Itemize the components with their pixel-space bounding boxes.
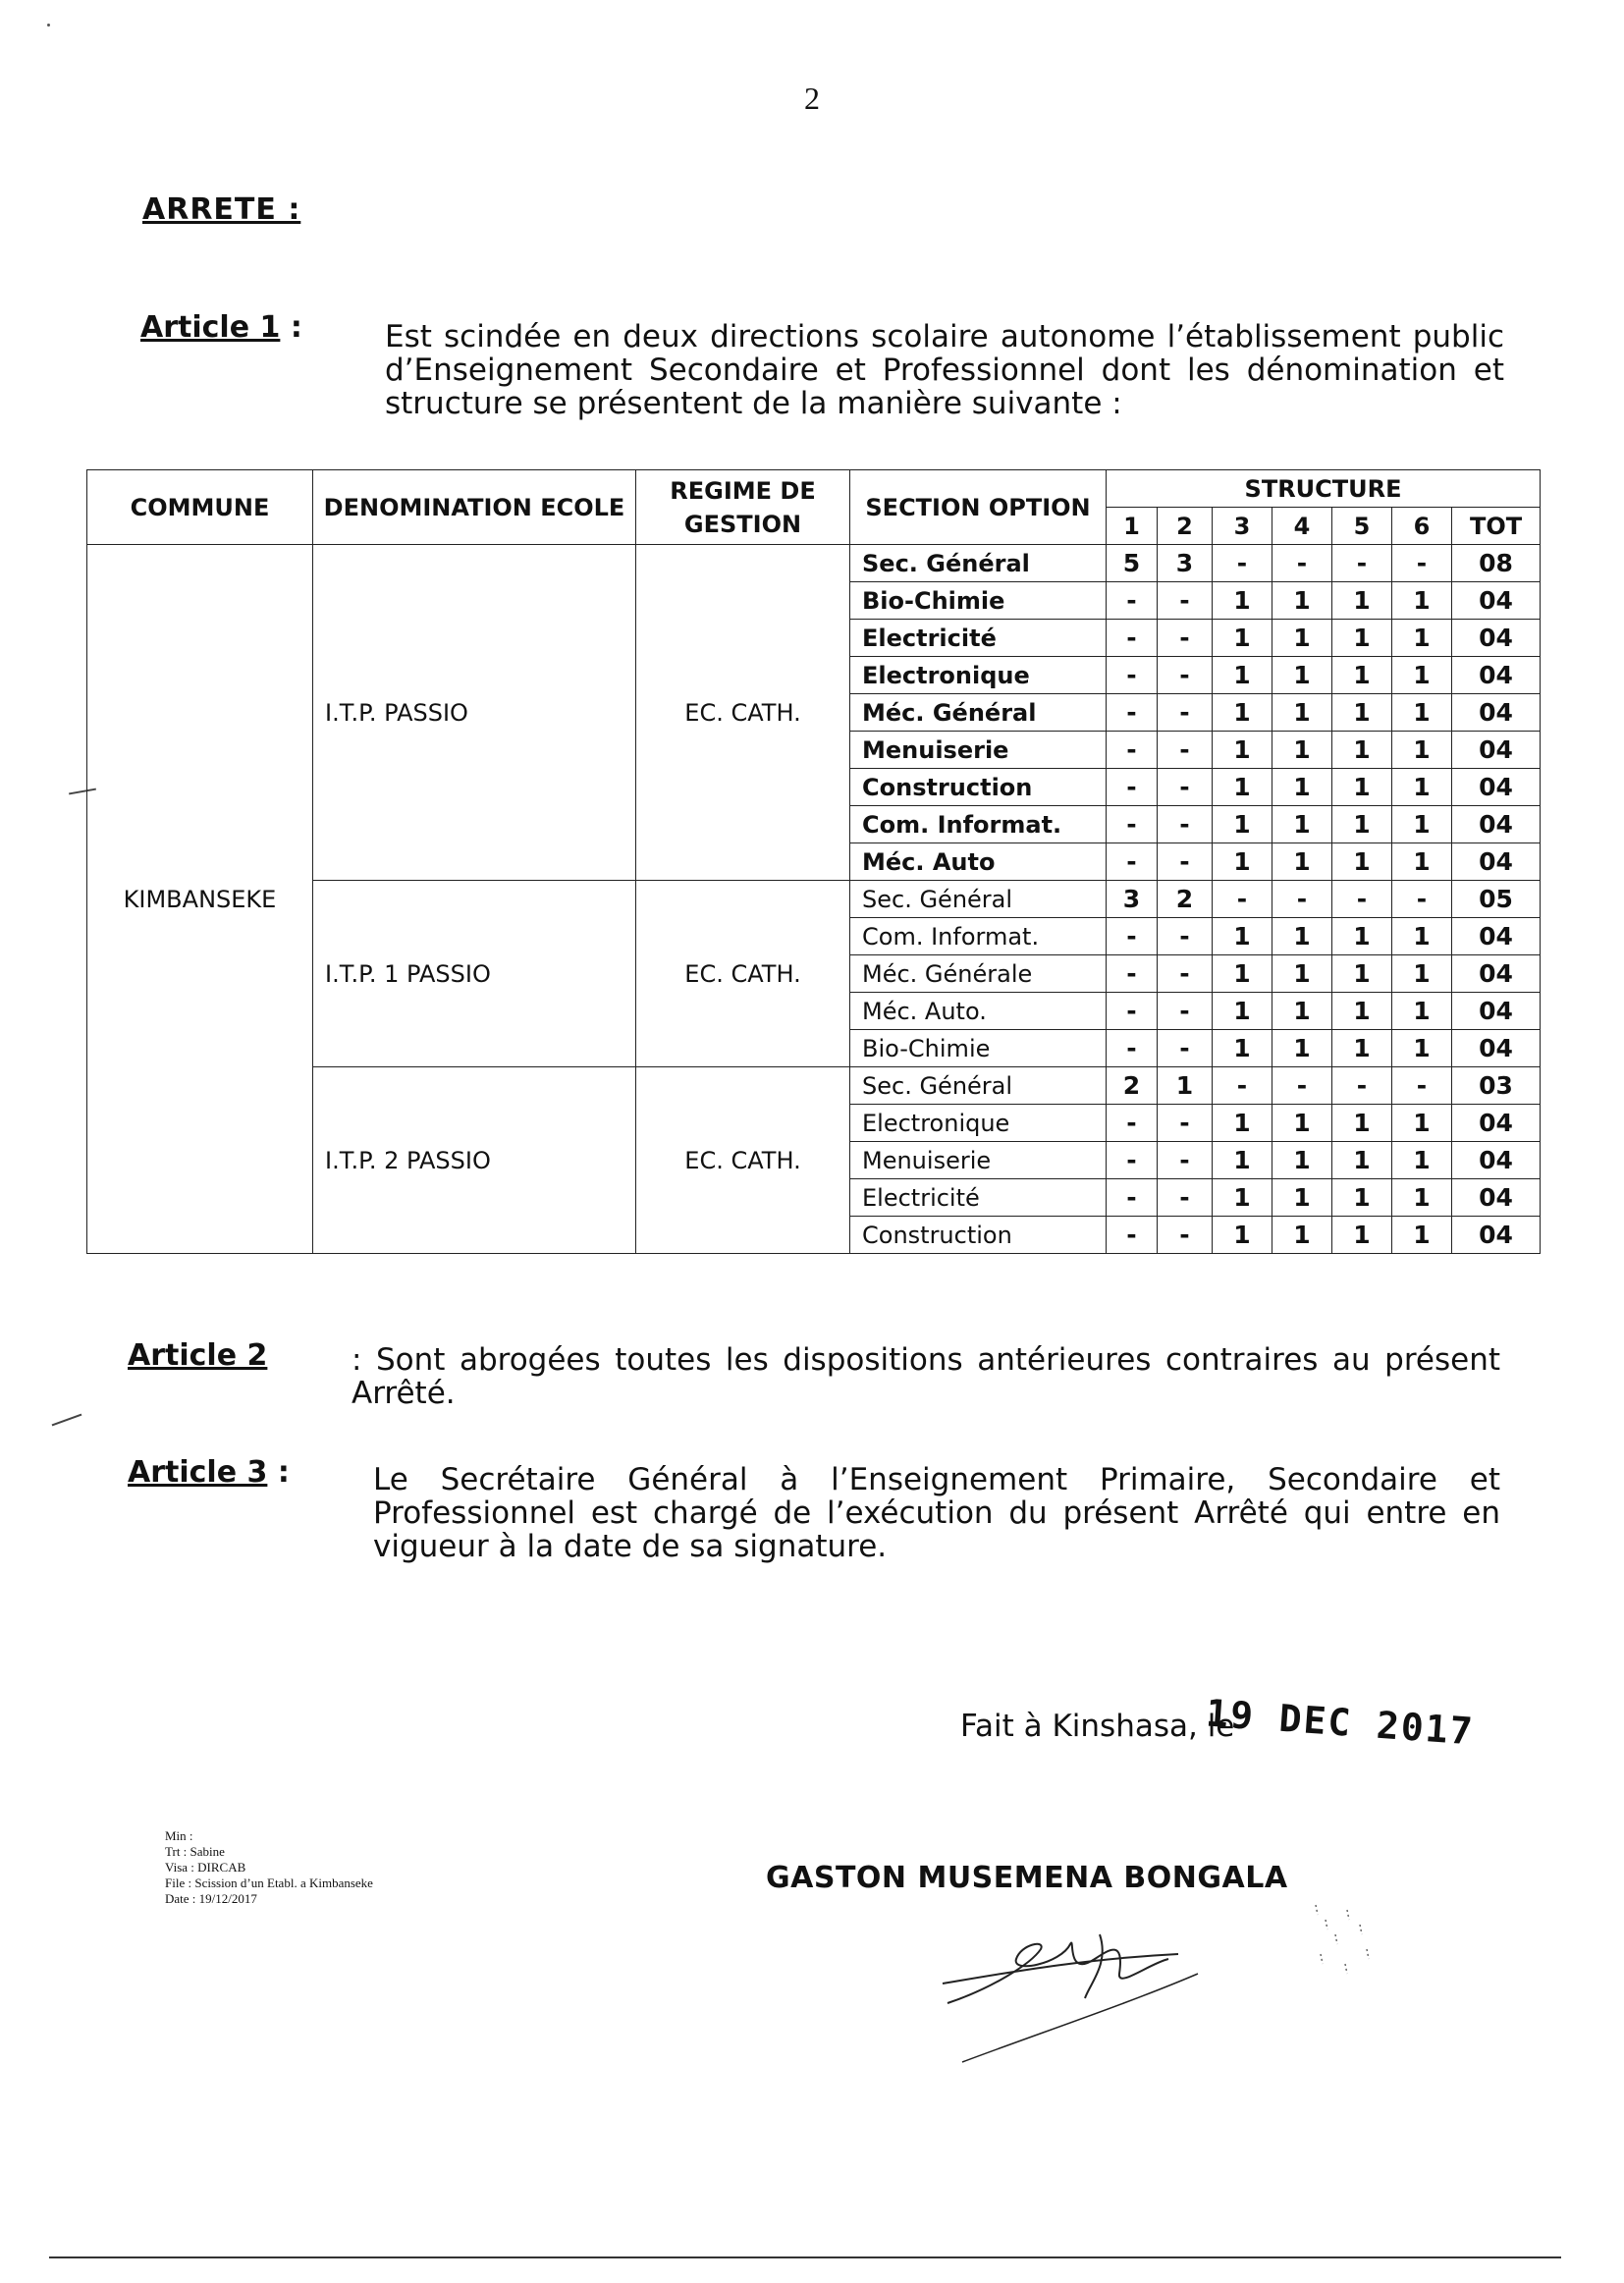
structure-cell: 1 xyxy=(1272,1030,1332,1067)
option-cell: Construction xyxy=(850,769,1107,806)
structure-cell: - xyxy=(1158,806,1213,843)
article-2-label xyxy=(128,1338,267,1373)
structure-cell: 1 xyxy=(1213,843,1272,881)
header-structure: STRUCTURE xyxy=(1107,470,1541,508)
structure-cell: 2 xyxy=(1158,881,1213,918)
structure-cell: 1 xyxy=(1332,657,1392,694)
header-col-5: 5 xyxy=(1332,508,1392,545)
article-3-text: Le Secrétaire Général à l’Enseignement Primaire, Secondaire et Professionnel est chargé de l’exécution du présent Arrêté qui entre en vigueur à la date de sa signature. xyxy=(373,1462,1500,1564)
header-col-3: 3 xyxy=(1213,508,1272,545)
structure-cell: 1 xyxy=(1272,1217,1332,1254)
structure-cell: 1 xyxy=(1332,694,1392,732)
total-cell: 04 xyxy=(1452,582,1541,620)
structure-cell: 1 xyxy=(1272,657,1332,694)
option-cell: Electricité xyxy=(850,1179,1107,1217)
structure-cell: 1 xyxy=(1332,993,1392,1030)
school-name-cell: I.T.P. 2 PASSIO xyxy=(313,1067,636,1254)
structure-cell: 1 xyxy=(1213,806,1272,843)
structure-cell: - xyxy=(1272,1067,1332,1105)
table-row xyxy=(87,545,1541,582)
article-2-label-text: Article 2 xyxy=(128,1338,268,1373)
structure-cell: - xyxy=(1158,582,1213,620)
option-cell: Bio-Chimie xyxy=(850,582,1107,620)
structure-cell: - xyxy=(1332,1067,1392,1105)
structure-cell: 1 xyxy=(1272,582,1332,620)
header-col-4: 4 xyxy=(1272,508,1332,545)
structure-cell: 1 xyxy=(1213,769,1272,806)
total-cell: 04 xyxy=(1452,918,1541,955)
option-cell: Com. Informat. xyxy=(850,918,1107,955)
structure-cell: 1 xyxy=(1332,843,1392,881)
structure-cell: 1 xyxy=(1332,806,1392,843)
structure-cell: - xyxy=(1158,955,1213,993)
structure-cell: 1 xyxy=(1392,993,1452,1030)
total-cell: 04 xyxy=(1452,955,1541,993)
school-name-cell: I.T.P. PASSIO xyxy=(313,545,636,881)
structure-cell: - xyxy=(1107,732,1158,769)
structure-cell: - xyxy=(1272,545,1332,582)
structure-cell: 1 xyxy=(1272,769,1332,806)
memo-min: Min : xyxy=(165,1828,193,1843)
option-cell: Sec. Général xyxy=(850,1067,1107,1105)
structure-cell: 1 xyxy=(1332,1142,1392,1179)
total-cell: 05 xyxy=(1452,881,1541,918)
signature-icon xyxy=(923,1905,1257,2101)
structure-cell: 1 xyxy=(1213,1217,1272,1254)
memo-visa: Visa : DIRCAB xyxy=(165,1860,246,1875)
structure-cell: - xyxy=(1158,1105,1213,1142)
date-stamp: 19 DEC 2017 xyxy=(1204,1691,1476,1754)
structure-cell: - xyxy=(1158,993,1213,1030)
option-cell: Menuiserie xyxy=(850,732,1107,769)
structure-cell: 1 xyxy=(1272,620,1332,657)
article-3-label-text: Article 3 xyxy=(128,1455,268,1490)
structure-cell: 1 xyxy=(1332,1179,1392,1217)
structure-cell: - xyxy=(1392,1067,1452,1105)
structure-cell: 1 xyxy=(1272,694,1332,732)
structure-cell: - xyxy=(1158,918,1213,955)
structure-cell: 3 xyxy=(1158,545,1213,582)
structure-cell: 1 xyxy=(1392,955,1452,993)
structure-cell: 1 xyxy=(1392,620,1452,657)
structure-cell: - xyxy=(1213,881,1272,918)
structure-cell: - xyxy=(1107,694,1158,732)
signer-name: GASTON MUSEMENA BONGALA xyxy=(766,1861,1288,1895)
structure-cell: - xyxy=(1272,881,1332,918)
total-cell: 04 xyxy=(1452,1217,1541,1254)
structure-cell: - xyxy=(1158,620,1213,657)
structure-cell: - xyxy=(1158,657,1213,694)
structure-cell: 1 xyxy=(1213,918,1272,955)
structure-cell: 1 xyxy=(1392,769,1452,806)
structure-cell: - xyxy=(1392,881,1452,918)
total-cell: 04 xyxy=(1452,1179,1541,1217)
total-cell: 04 xyxy=(1452,1030,1541,1067)
structure-cell: 1 xyxy=(1392,1030,1452,1067)
structure-cell: - xyxy=(1213,1067,1272,1105)
structure-cell: 1 xyxy=(1392,732,1452,769)
article-2-text: : Sont abrogées toutes les dispositions antérieures contraires au présent Arrêté. xyxy=(352,1342,1500,1411)
structure-cell: - xyxy=(1158,769,1213,806)
structure-cell: 1 xyxy=(1213,694,1272,732)
structure-cell: 1 xyxy=(1213,582,1272,620)
structure-cell: 1 xyxy=(1213,1179,1272,1217)
structure-cell: 1 xyxy=(1392,1179,1452,1217)
header-col-tot: TOT xyxy=(1452,508,1541,545)
header-regime: REGIME DE GESTION xyxy=(636,470,850,545)
structure-cell: - xyxy=(1158,1217,1213,1254)
structure-cell: - xyxy=(1158,1142,1213,1179)
structure-cell: 1 xyxy=(1213,1105,1272,1142)
structure-cell: 1 xyxy=(1213,620,1272,657)
structure-cell: - xyxy=(1107,1217,1158,1254)
place-date-line: Fait à Kinshasa, le xyxy=(960,1709,1235,1744)
structure-cell: - xyxy=(1107,620,1158,657)
total-cell: 03 xyxy=(1452,1067,1541,1105)
structure-cell: 1 xyxy=(1158,1067,1213,1105)
total-cell: 04 xyxy=(1452,843,1541,881)
structure-cell: - xyxy=(1158,843,1213,881)
option-cell: Bio-Chimie xyxy=(850,1030,1107,1067)
structure-cell: 1 xyxy=(1392,918,1452,955)
total-cell: 08 xyxy=(1452,545,1541,582)
structure-cell: - xyxy=(1213,545,1272,582)
page-number: 2 xyxy=(804,81,820,116)
structure-cell: - xyxy=(1107,1030,1158,1067)
structure-cell: 1 xyxy=(1213,1142,1272,1179)
header-commune: COMMUNE xyxy=(87,470,313,545)
structure-cell: - xyxy=(1107,582,1158,620)
memo-block xyxy=(165,1828,373,1907)
structure-cell: 3 xyxy=(1107,881,1158,918)
total-cell: 04 xyxy=(1452,1105,1541,1142)
structure-cell: 1 xyxy=(1213,657,1272,694)
structure-cell: - xyxy=(1107,1142,1158,1179)
article-1-text: Est scindée en deux directions scolaire autonome l’établissement public d’Enseignement Secondaire et Professionnel dont les dénomination et structure se présentent de la manière suivante : xyxy=(385,319,1504,421)
memo-trt: Trt : Sabine xyxy=(165,1844,225,1859)
structure-cell: 1 xyxy=(1392,806,1452,843)
header-col-6: 6 xyxy=(1392,508,1452,545)
structure-cell: 1 xyxy=(1332,1217,1392,1254)
structure-cell: - xyxy=(1107,769,1158,806)
margin-mark xyxy=(52,1414,82,1427)
article-3-label-colon: : xyxy=(267,1455,290,1490)
structure-cell: 1 xyxy=(1332,620,1392,657)
total-cell: 04 xyxy=(1452,620,1541,657)
structure-cell: - xyxy=(1332,545,1392,582)
option-cell: Sec. Général xyxy=(850,545,1107,582)
total-cell: 04 xyxy=(1452,657,1541,694)
school-name-cell: I.T.P. 1 PASSIO xyxy=(313,881,636,1067)
total-cell: 04 xyxy=(1452,732,1541,769)
structure-cell: 1 xyxy=(1272,1142,1332,1179)
regime-cell: EC. CATH. xyxy=(636,881,850,1067)
structure-cell: 1 xyxy=(1272,843,1332,881)
header-col-2: 2 xyxy=(1158,508,1213,545)
structure-cell: 1 xyxy=(1213,1030,1272,1067)
structure-cell: 1 xyxy=(1332,1105,1392,1142)
total-cell: 04 xyxy=(1452,694,1541,732)
stamp-marks-icon xyxy=(1306,1895,1384,1993)
total-cell: 04 xyxy=(1452,993,1541,1030)
structure-cell: 1 xyxy=(1213,955,1272,993)
structure-cell: 1 xyxy=(1392,1142,1452,1179)
regime-cell: EC. CATH. xyxy=(636,545,850,881)
structure-cell: - xyxy=(1107,955,1158,993)
structure-cell: 1 xyxy=(1332,732,1392,769)
structure-cell: 1 xyxy=(1332,582,1392,620)
header-col-1: 1 xyxy=(1107,508,1158,545)
option-cell: Méc. Auto xyxy=(850,843,1107,881)
structure-cell: 1 xyxy=(1392,1217,1452,1254)
structure-cell: 1 xyxy=(1332,769,1392,806)
structure-cell: 2 xyxy=(1107,1067,1158,1105)
scan-speck xyxy=(47,24,50,27)
structure-cell: 1 xyxy=(1272,1179,1332,1217)
option-cell: Electronique xyxy=(850,1105,1107,1142)
option-cell: Electronique xyxy=(850,657,1107,694)
structure-cell: - xyxy=(1107,657,1158,694)
structure-cell: 5 xyxy=(1107,545,1158,582)
bottom-rule xyxy=(49,2256,1561,2258)
structure-cell: - xyxy=(1392,545,1452,582)
option-cell: Sec. Général xyxy=(850,881,1107,918)
structure-cell: 1 xyxy=(1272,918,1332,955)
total-cell: 04 xyxy=(1452,1142,1541,1179)
structure-table xyxy=(86,469,1541,1254)
structure-cell: 1 xyxy=(1213,993,1272,1030)
article-1-label-text: Article 1 xyxy=(140,310,281,345)
header-section: SECTION OPTION xyxy=(850,470,1107,545)
article-3-label xyxy=(128,1455,290,1490)
structure-cell: 1 xyxy=(1272,1105,1332,1142)
total-cell: 04 xyxy=(1452,806,1541,843)
structure-cell: - xyxy=(1107,1105,1158,1142)
option-cell: Méc. Auto. xyxy=(850,993,1107,1030)
structure-cell: - xyxy=(1107,918,1158,955)
article-1-label-colon: : xyxy=(280,310,302,345)
structure-cell: - xyxy=(1107,806,1158,843)
structure-cell: 1 xyxy=(1272,955,1332,993)
arrete-heading: ARRETE : xyxy=(142,192,301,227)
structure-cell: 1 xyxy=(1332,955,1392,993)
option-cell: Com. Informat. xyxy=(850,806,1107,843)
structure-cell: 1 xyxy=(1272,993,1332,1030)
structure-cell: 1 xyxy=(1272,732,1332,769)
option-cell: Electricité xyxy=(850,620,1107,657)
structure-cell: - xyxy=(1107,993,1158,1030)
structure-cell: - xyxy=(1158,694,1213,732)
structure-cell: 1 xyxy=(1392,694,1452,732)
article-1-label xyxy=(140,310,302,345)
regime-cell: EC. CATH. xyxy=(636,1067,850,1254)
structure-cell: - xyxy=(1158,732,1213,769)
table-header-row xyxy=(87,470,1541,508)
structure-cell: 1 xyxy=(1392,1105,1452,1142)
structure-cell: - xyxy=(1107,843,1158,881)
structure-cell: 1 xyxy=(1272,806,1332,843)
option-cell: Construction xyxy=(850,1217,1107,1254)
structure-cell: 1 xyxy=(1392,582,1452,620)
table-body xyxy=(87,545,1541,1254)
option-cell: Méc. Générale xyxy=(850,955,1107,993)
structure-cell: - xyxy=(1158,1030,1213,1067)
structure-cell: 1 xyxy=(1332,918,1392,955)
structure-cell: 1 xyxy=(1213,732,1272,769)
header-denomination: DENOMINATION ECOLE xyxy=(313,470,636,545)
structure-cell: - xyxy=(1107,1179,1158,1217)
structure-cell: 1 xyxy=(1392,843,1452,881)
option-cell: Menuiserie xyxy=(850,1142,1107,1179)
commune-cell: KIMBANSEKE xyxy=(87,545,313,1254)
memo-file: File : Scission d’un Etabl. a Kimbanseke xyxy=(165,1875,373,1890)
memo-date: Date : 19/12/2017 xyxy=(165,1891,257,1906)
total-cell: 04 xyxy=(1452,769,1541,806)
structure-cell: - xyxy=(1332,881,1392,918)
structure-cell: 1 xyxy=(1332,1030,1392,1067)
option-cell: Méc. Général xyxy=(850,694,1107,732)
structure-cell: - xyxy=(1158,1179,1213,1217)
structure-cell: 1 xyxy=(1392,657,1452,694)
